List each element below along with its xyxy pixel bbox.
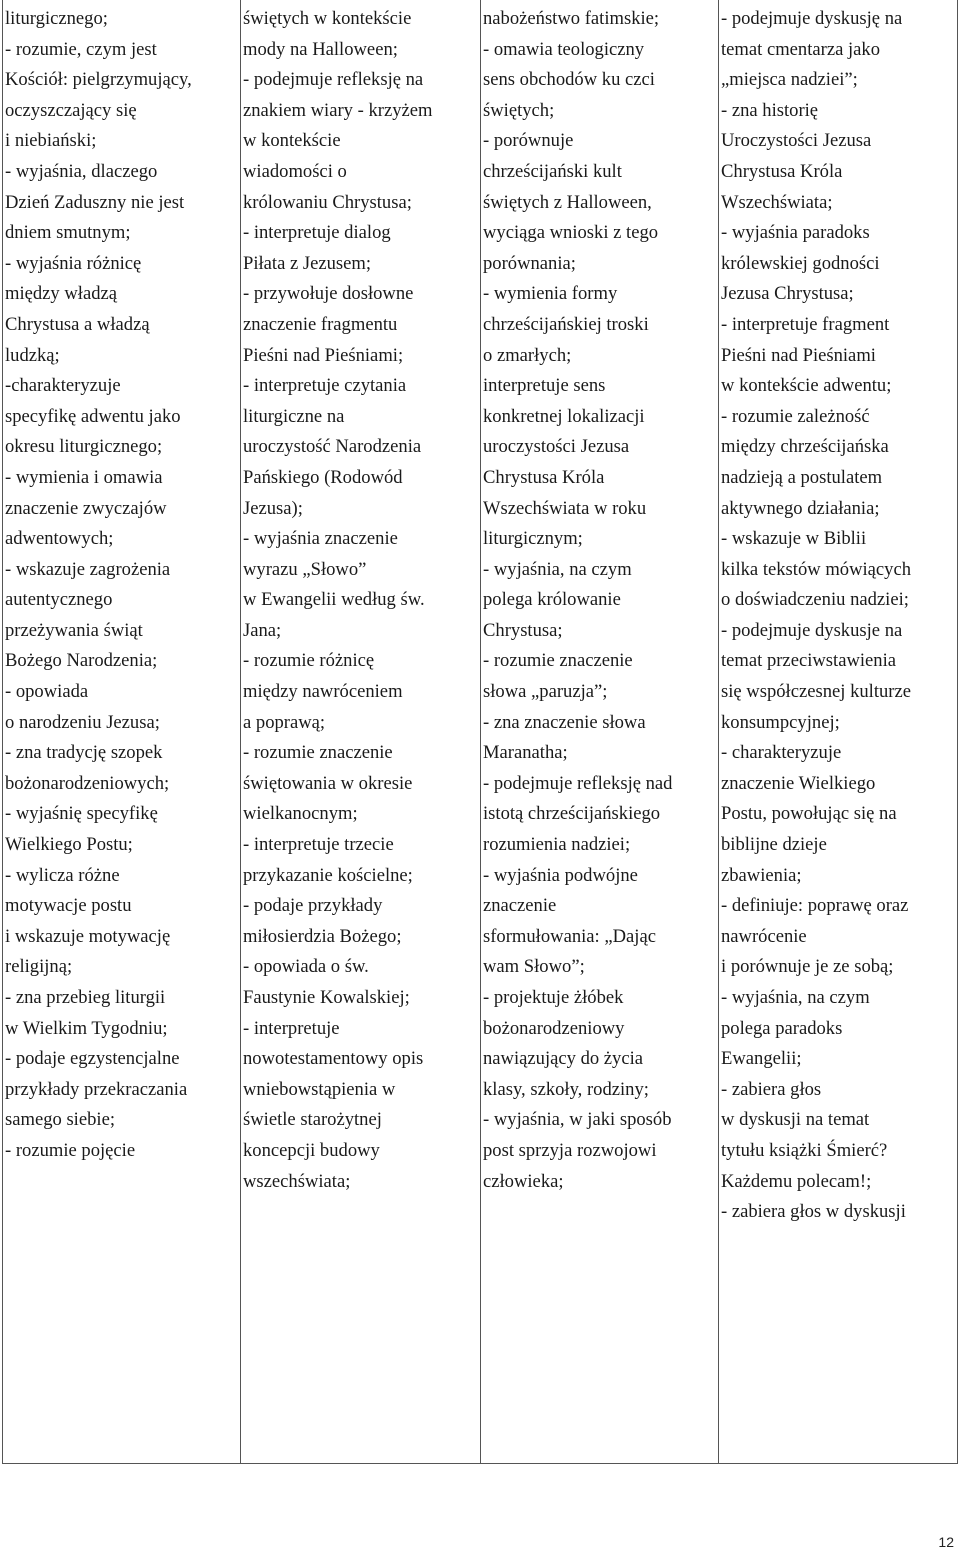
table-cell-line: między nawróceniem [243, 681, 403, 703]
table-cell-line: - wyjaśnia, dlaczego [5, 160, 158, 182]
table-cell-line: w Ewangelii według św. [243, 589, 425, 611]
table-cell-line: koncepcji budowy [243, 1139, 380, 1161]
table-cell-line: - rozumie, czym jest [5, 38, 157, 60]
table-cell-line: - interpretuje [243, 1017, 340, 1039]
table-cell-line: Pieśni nad Pieśniami [721, 344, 876, 366]
table-cell-line: ludzką; [5, 344, 60, 366]
table-cell-line: Maranatha; [483, 742, 568, 764]
table-cell-line: - zna historię [721, 99, 819, 121]
table-cell-line: - omawia teologiczny [483, 38, 645, 60]
table-cell-line: wniebowstąpienia w [243, 1078, 396, 1100]
page-number: 12 [938, 1534, 954, 1550]
table-cell-line: klasy, szkoły, rodziny; [483, 1078, 649, 1100]
table-cell-line: temat cmentarza jako [721, 38, 880, 60]
table-cell-line: - wskazuje w Biblii [721, 528, 867, 550]
table-cell-line: interpretuje sens [483, 375, 606, 397]
table-cell-line: - interpretuje dialog [243, 222, 391, 244]
table-cell-line: Jezusa); [243, 497, 303, 519]
table-cell-line: - rozumie zależność [721, 405, 870, 427]
table-cell-line: zbawienia; [721, 864, 802, 886]
table-cell-line: królewskiej godności [721, 252, 880, 274]
table-cell-line: - podejmuje refleksję nad [483, 772, 673, 794]
table-cell-line: między władzą [5, 283, 118, 305]
table-cell-line: znaczenie zwyczajów [5, 497, 167, 519]
table-cell-line: - rozumie znaczenie [483, 650, 633, 672]
table-cell-line: Ewangelii; [721, 1048, 802, 1070]
table-cell-line: istotą chrześcijańskiego [483, 803, 661, 825]
table-cell-line: liturgicznym; [483, 528, 583, 550]
table-cell-line: - podejmuje dyskusję na [721, 8, 903, 29]
table-column-2 [241, 0, 481, 1463]
table-cell-line: religijną; [5, 956, 73, 978]
table-cell-line: - interpretuje fragment [721, 313, 890, 335]
table-cell-line: przykazanie kościelne; [243, 864, 413, 886]
table-cell-line: nawiązujący do życia [483, 1048, 644, 1070]
table-cell-line: - charakteryzuje [721, 742, 842, 764]
table-cell-line: post sprzyja rozwojowi [483, 1139, 657, 1161]
table-cell-line: słowa „paruzja”; [483, 681, 608, 703]
table-cell-line: tytułu książki Śmierć? [721, 1139, 888, 1161]
table-cell-line: wam Słowo”; [483, 956, 585, 978]
table-cell-line: - definiuje: poprawę oraz [721, 895, 909, 917]
table-cell-line: - podaje egzystencjalne [5, 1048, 180, 1070]
table-column-4 [719, 0, 958, 1463]
table-cell-line: nabożeństwo fatimskie; [483, 8, 660, 29]
table-cell-line: - wymienia formy [483, 283, 618, 305]
table-cell-line: polega paradoks [721, 1017, 843, 1039]
table-cell-line: - podaje przykłady [243, 895, 383, 917]
table-cell-line: między chrześcijańska [721, 436, 889, 458]
table-cell-line: - wyjaśnia, na czym [483, 558, 632, 580]
table-cell-line: chrześcijańskiej troski [483, 313, 649, 335]
table-cell-line: sens obchodów ku czci [483, 69, 655, 91]
table-cell-line: Piłata z Jezusem; [243, 252, 372, 274]
table-cell-line: - wylicza różne [5, 864, 120, 886]
table-cell-line: nawrócenie [721, 925, 807, 947]
table-cell-line: - podejmuje dyskusje na [721, 619, 903, 641]
table-cell-line: Wszechświata; [721, 191, 833, 213]
table-cell-line: dniem smutnym; [5, 222, 131, 244]
table-cell-line: - wskazuje zagrożenia [5, 558, 171, 580]
table-cell-line: w dyskusji na temat [721, 1109, 870, 1131]
table-cell-line: świętych z Halloween, [483, 191, 652, 213]
table-cell-line: samego siebie; [5, 1109, 115, 1131]
table-cell-line: - wyjaśnię specyfikę [5, 803, 158, 825]
table-cell-line: przykłady przekraczania [5, 1078, 188, 1100]
table-cell-line: uroczystości Jezusa [483, 436, 630, 458]
table-cell-line: - rozumie różnicę [243, 650, 375, 672]
table-cell-line: człowieka; [483, 1170, 564, 1192]
table-cell-line: i porównuje je ze sobą; [721, 956, 894, 978]
table-cell-line: wszechświata; [243, 1170, 351, 1192]
table-cell-line: Uroczystości Jezusa [721, 130, 872, 152]
table-cell-line: porównania; [483, 252, 576, 274]
table-cell-line: Każdemu polecam!; [721, 1170, 872, 1192]
table-cell-line: liturgicznego; [5, 8, 108, 29]
table-cell-line: Chrystusa Króla [721, 160, 843, 182]
table-cell-line: w kontekście [243, 130, 341, 152]
table-cell-line: znaczenie [483, 895, 557, 917]
table-cell-line: - podejmuje refleksję na [243, 69, 424, 91]
table-cell-line: miłosierdzia Bożego; [243, 925, 402, 947]
table-cell-line: - zna tradycję szopek [5, 742, 163, 764]
table-cell-line: specyfikę adwentu jako [5, 405, 181, 427]
table-cell-line: Jezusa Chrystusa; [721, 283, 854, 305]
table-cell-line: Wszechświata w roku [483, 497, 647, 519]
table-cell-line: świetle starożytnej [243, 1109, 382, 1131]
table-cell-line: - opowiada [5, 681, 89, 703]
table-cell-line: nadzieją a postulatem [721, 466, 883, 488]
table-column-1 [3, 0, 241, 1463]
table-cell-line: bożonarodzeniowy [483, 1017, 625, 1039]
table-cell-line: o zmarłych; [483, 344, 572, 366]
table-cell-line: polega królowanie [483, 589, 621, 611]
table-cell-line: i wskazuje motywację [5, 925, 171, 947]
table-cell-line: świętych w kontekście [243, 8, 412, 29]
table-cell-line: rozumienia nadziei; [483, 834, 631, 856]
table-cell-line: - opowiada o św. [243, 956, 369, 978]
table-cell-line: - rozumie znaczenie [243, 742, 393, 764]
table-cell-line: Postu, powołując się na [721, 803, 897, 825]
table-cell-line: Dzień Zaduszny nie jest [5, 191, 185, 213]
table-cell-line: - wyjaśnia, na czym [721, 987, 870, 1008]
table-cell-line: Wielkiego Postu; [5, 834, 133, 856]
table-cell-line: znakiem wiary - krzyżem [243, 99, 433, 121]
table-cell-line: wielkanocnym; [243, 803, 358, 825]
table-cell-line: Pańskiego (Rodowód [243, 466, 403, 488]
table-cell-line: - zna znaczenie słowa [483, 711, 646, 733]
table-cell-line: się współczesnej kulturze [721, 681, 912, 703]
table-cell-line: w kontekście adwentu; [721, 375, 892, 397]
table-cell-line: Kościół: pielgrzymujący, [5, 69, 192, 91]
table-cell-line: w Wielkim Tygodniu; [5, 1017, 168, 1039]
table-cell-line: - wyjaśnia, w jaki sposób [483, 1109, 672, 1131]
table-cell-line: - przywołuje dosłowne [243, 283, 414, 305]
table-cell-line: wyciąga wnioski z tego [483, 222, 659, 244]
table-cell-line: - porównuje [483, 130, 574, 152]
table-cell-line: wyrazu „Słowo” [243, 558, 367, 580]
table-cell-line: - wyjaśnia znaczenie [243, 528, 398, 550]
table-cell-line: - wyjaśnia paradoks [721, 222, 870, 244]
table-cell-line: nowotestamentowy opis [243, 1048, 424, 1070]
table-cell-line: Bożego Narodzenia; [5, 650, 158, 672]
table-cell-line: o narodzeniu Jezusa; [5, 711, 160, 733]
table-cell-line: temat przeciwstawienia [721, 650, 897, 672]
table-cell-line: biblijne dzieje [721, 834, 827, 856]
table-cell-line: „miejsca nadziei”; [721, 69, 858, 91]
table-cell-line: -charakteryzuje [5, 375, 121, 397]
table-cell-line: - rozumie pojęcie [5, 1139, 136, 1161]
table-cell-line: liturgiczne na [243, 405, 345, 427]
table-cell-line: - wymienia i omawia [5, 466, 163, 488]
table-cell-line: okresu liturgicznego; [5, 436, 163, 458]
table-cell-line: konsumpcyjnej; [721, 711, 840, 733]
table-cell-line: znaczenie Wielkiego [721, 772, 876, 794]
curriculum-table [2, 0, 958, 1464]
table-cell-line: królowaniu Chrystusa; [243, 191, 412, 213]
table-cell-line: - zna przebieg liturgii [5, 987, 166, 1008]
table-cell-line: oczyszczający się [5, 99, 137, 121]
table-cell-line: - projektuje żłóbek [483, 987, 624, 1008]
table-cell-line: uroczystość Narodzenia [243, 436, 422, 458]
table-cell-line: Jana; [243, 619, 282, 641]
table-cell-line: adwentowych; [5, 528, 114, 550]
table-cell-line: znaczenie fragmentu [243, 313, 398, 335]
table-cell-line: - wyjaśnia różnicę [5, 252, 142, 274]
table-cell-line: przeżywania świąt [5, 619, 143, 641]
table-cell-line: Chrystusa; [483, 619, 563, 641]
table-cell-line: - interpretuje czytania [243, 375, 407, 397]
table-cell-line: motywacje postu [5, 895, 132, 917]
table-cell-line: Chrystusa Króla [483, 466, 605, 488]
table-column-3 [481, 0, 719, 1463]
table-cell-line: chrześcijański kult [483, 160, 622, 182]
table-cell-line: wiadomości o [243, 160, 347, 182]
table-cell-line: - zabiera głos [721, 1078, 822, 1100]
table-cell-line: sformułowania: „Dając [483, 925, 656, 947]
table-cell-line: - wyjaśnia podwójne [483, 864, 638, 886]
table-cell-line: - interpretuje trzecie [243, 834, 394, 856]
table-cell-line: aktywnego działania; [721, 497, 880, 519]
table-cell-line: konkretnej lokalizacji [483, 405, 645, 427]
table-cell-line: kilka tekstów mówiących [721, 558, 912, 580]
table-cell-line: świętych; [483, 99, 555, 121]
table-cell-line: o doświadczeniu nadziei; [721, 589, 909, 611]
table-cell-line: a poprawą; [243, 711, 326, 733]
table-cell-line: autentycznego [5, 589, 113, 611]
table-cell-line: Pieśni nad Pieśniami; [243, 344, 404, 366]
table-cell-line: - zabiera głos w dyskusji [721, 1201, 906, 1223]
table-cell-line: bożonarodzeniowych; [5, 772, 170, 794]
table-cell-line: i niebiański; [5, 130, 97, 152]
table-cell-line: świętowania w okresie [243, 772, 413, 794]
table-cell-line: mody na Halloween; [243, 38, 398, 60]
table-cell-line: Chrystusa a władzą [5, 313, 150, 335]
table-cell-line: Faustynie Kowalskiej; [243, 987, 410, 1008]
